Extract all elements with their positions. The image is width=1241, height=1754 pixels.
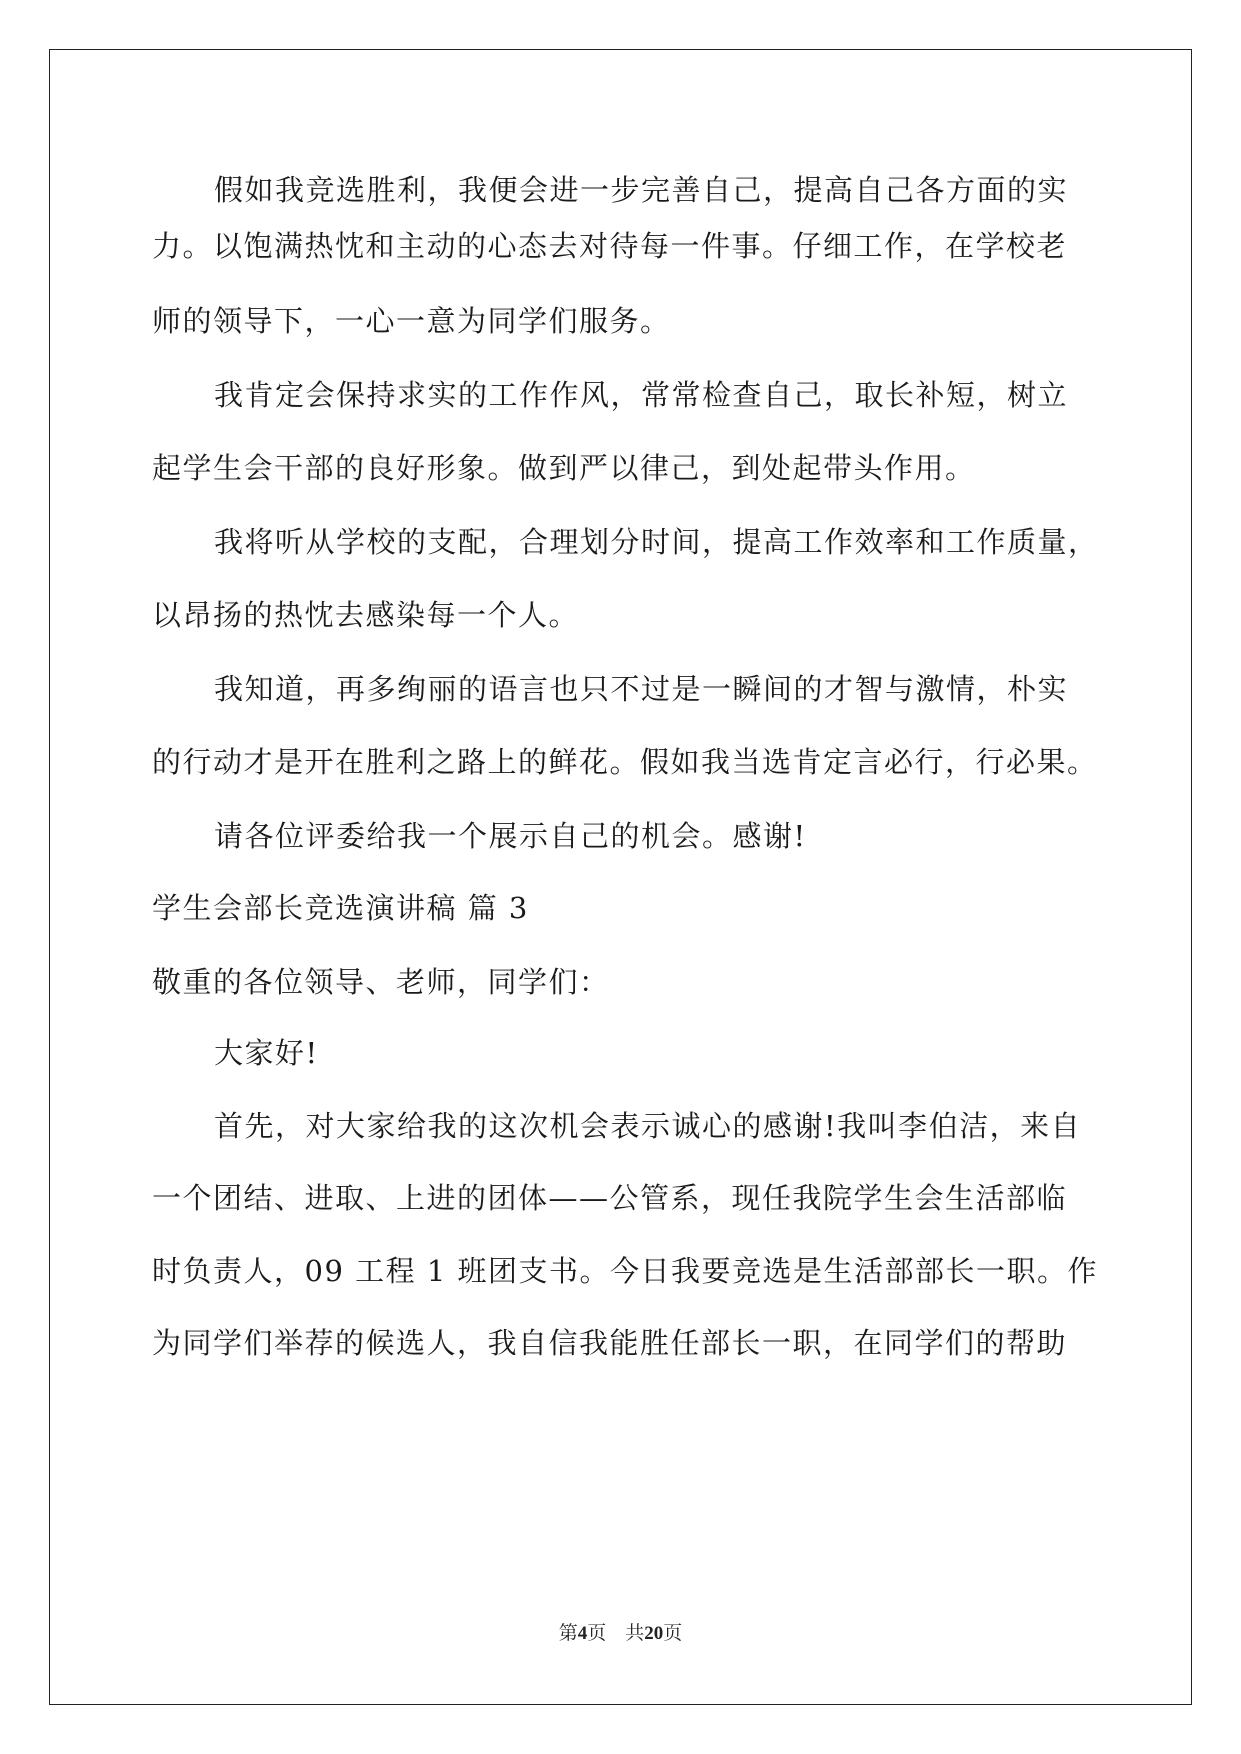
text-line: 我知道，再多绚丽的语言也只不过是一瞬间的才智与激情，朴实 xyxy=(214,672,1069,706)
salutation: 敬重的各位领导、老师，同学们： xyxy=(152,965,610,999)
page-border xyxy=(49,49,1192,1705)
current-page-number: 4 xyxy=(577,1623,588,1644)
text-line: 请各位评委给我一个展示自己的机会。感谢! xyxy=(214,819,807,853)
text-line: 我将听从学校的支配，合理划分时间，提高工作效率和工作质量， xyxy=(214,525,1099,559)
footer-mid: 页 共 xyxy=(587,1623,645,1644)
text-line: 一个团结、进取、上进的团体——公管系，现任我院学生会生活部临 xyxy=(152,1181,1068,1215)
text-line: 的行动才是开在胜利之路上的鲜花。假如我当选肯定言必行，行必果。 xyxy=(152,745,1098,779)
page-footer xyxy=(0,1622,1241,1646)
total-page-number: 20 xyxy=(644,1623,664,1644)
text-line: 假如我竞选胜利，我便会进一步完善自己，提高自己各方面的实 xyxy=(214,173,1069,207)
text-line: 为同学们举荐的候选人，我自信我能胜任部长一职，在同学们的帮助 xyxy=(152,1326,1068,1360)
footer-suffix: 页 xyxy=(663,1623,683,1644)
text-line: 首先，对大家给我的这次机会表示诚心的感谢!我叫李伯洁，来自 xyxy=(214,1109,1082,1143)
text-line: 师的领导下，一心一意为同学们服务。 xyxy=(152,304,671,338)
greeting: 大家好! xyxy=(214,1036,319,1070)
text-line: 时负责人，09 工程 1 班团支书。今日我要竞选是生活部部长一职。作 xyxy=(152,1254,1099,1288)
text-line: 以昂扬的热忱去感染每一个人。 xyxy=(152,598,580,632)
section-heading: 学生会部长竞选演讲稿 篇 3 xyxy=(152,891,529,925)
text-line: 起学生会干部的良好形象。做到严以律己，到处起带头作用。 xyxy=(152,451,976,485)
footer-prefix: 第 xyxy=(558,1623,578,1644)
text-line: 我肯定会保持求实的工作作风，常常检查自己，取长补短，树立 xyxy=(214,378,1069,412)
text-line: 力。以饱满热忱和主动的心态去对待每一件事。仔细工作，在学校老 xyxy=(152,229,1068,263)
